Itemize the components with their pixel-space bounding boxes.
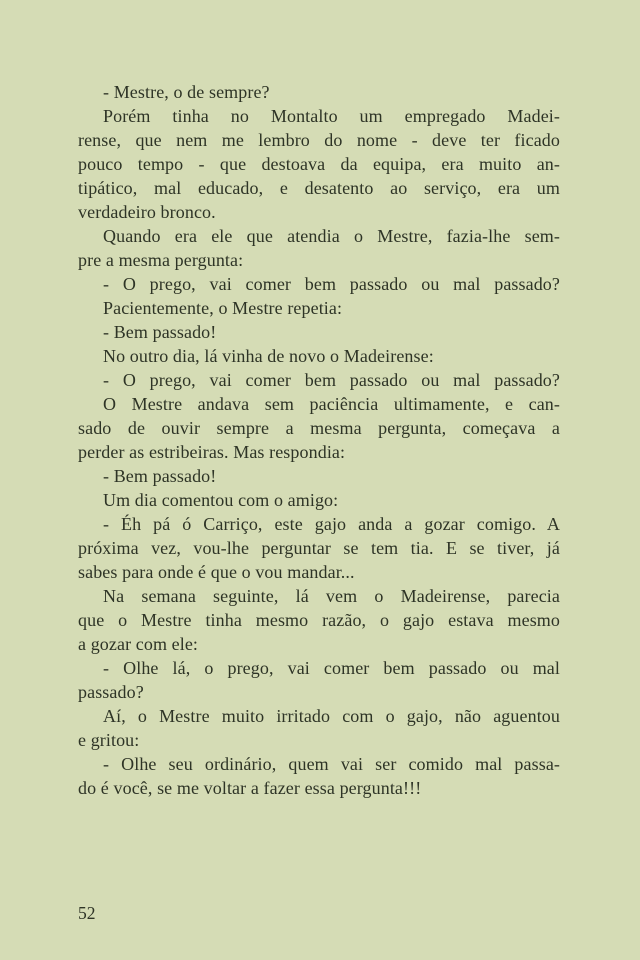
text-line: e gritou:	[78, 730, 140, 750]
text-line: - Olhe seu ordinário, quem vai ser comido mal passa-	[103, 754, 560, 774]
text-line: Quando era ele que atendia o Mestre, fazia-lhe sem-	[103, 226, 560, 246]
text-line: - Éh pá ó Carriço, este gajo anda a gozar comigo. A	[103, 514, 560, 534]
paragraph	[78, 704, 560, 752]
text-line: próxima vez, vou-lhe perguntar se tem tia. E se tiver, já	[78, 538, 560, 558]
text-line: sado de ouvir sempre a mesma pergunta, começava a	[78, 418, 560, 438]
paragraph	[78, 392, 560, 464]
text-line: pre a mesma pergunta:	[78, 250, 244, 270]
paragraph	[78, 488, 560, 512]
text-line: Na semana seguinte, lá vem o Madeirense, parecia	[103, 586, 560, 606]
paragraph	[78, 464, 560, 488]
text-line: sabes para onde é que o vou mandar...	[78, 562, 355, 582]
text-line: Porém tinha no Montalto um empregado Madei-	[103, 106, 560, 126]
text-line: - Olhe lá, o prego, vai comer bem passado ou mal	[103, 658, 560, 678]
paragraph	[78, 320, 560, 344]
text-line: Aí, o Mestre muito irritado com o gajo, não aguentou	[103, 706, 560, 726]
text-line: - Bem passado!	[103, 322, 217, 342]
text-line: No outro dia, lá vinha de novo o Madeirense:	[103, 346, 434, 366]
text-line: - Mestre, o de sempre?	[103, 82, 270, 102]
text-line: tipático, mal educado, e desatento ao serviço, era um	[78, 178, 560, 198]
paragraph	[78, 512, 560, 584]
text-line: do é você, se me voltar a fazer essa pergunta!!!	[78, 778, 422, 798]
text-line: Um dia comentou com o amigo:	[103, 490, 339, 510]
text-line: que o Mestre tinha mesmo razão, o gajo estava mesmo	[78, 610, 560, 630]
text-line: passado?	[78, 682, 144, 702]
text-line: perder as estribeiras. Mas respondia:	[78, 442, 346, 462]
paragraph	[78, 296, 560, 320]
paragraph	[78, 80, 560, 104]
paragraph	[78, 224, 560, 272]
paragraph	[78, 272, 560, 296]
paragraph	[78, 344, 560, 368]
paragraph	[78, 368, 560, 392]
paragraph	[78, 104, 560, 224]
text-line: O Mestre andava sem paciência ultimamente, e can-	[103, 394, 560, 414]
text-line: a gozar com ele:	[78, 634, 199, 654]
paragraph	[78, 656, 560, 704]
paragraph	[78, 584, 560, 656]
page-number: 52	[78, 903, 96, 923]
text-line: pouco tempo - que destoava da equipa, era muito an-	[78, 154, 560, 174]
text-line: - O prego, vai comer bem passado ou mal passado?	[103, 370, 560, 390]
text-line: - O prego, vai comer bem passado ou mal passado?	[103, 274, 560, 294]
text-line: Pacientemente, o Mestre repetia:	[103, 298, 343, 318]
text-line: verdadeiro bronco.	[78, 202, 216, 222]
text-line: - Bem passado!	[103, 466, 217, 486]
paragraph	[78, 752, 560, 800]
body-text	[78, 80, 560, 800]
text-line: rense, que nem me lembro do nome - deve ter ficado	[78, 130, 560, 150]
